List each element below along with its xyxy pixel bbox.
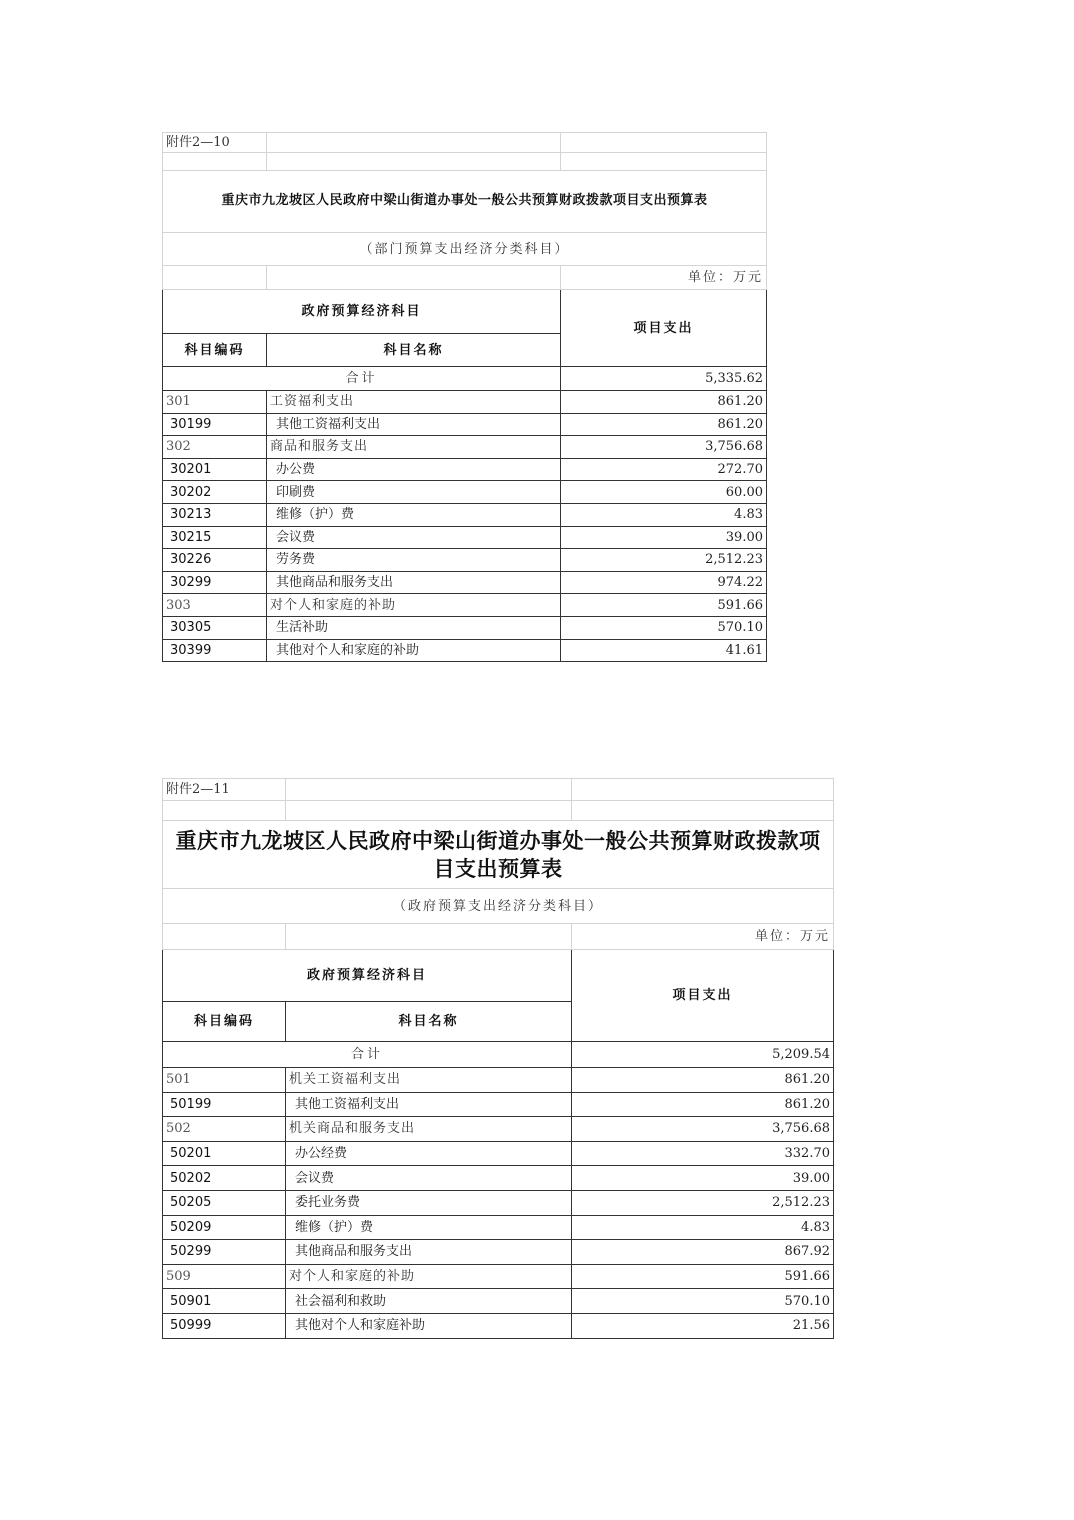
subject-name: 维修（护）费 [286,1215,572,1240]
table-subtitle: （部门预算支出经济分类科目） [163,233,767,266]
project-expense-value: 591.66 [561,594,767,617]
project-expense-value: 2,512.23 [561,549,767,572]
subject-code: 30202 [163,481,267,504]
subject-name: 商品和服务支出 [267,436,561,459]
subject-name: 社会福利和救助 [286,1289,572,1314]
table-2-body [163,1068,834,1339]
subject-code: 301 [163,391,267,414]
subject-code: 30199 [163,413,267,436]
subject-code: 30213 [163,503,267,526]
subject-name: 对个人和家庭的补助 [286,1264,572,1289]
subject-name: 机关工资福利支出 [286,1068,572,1093]
subject-code: 502 [163,1117,286,1142]
subject-code: 501 [163,1068,286,1093]
table-row [163,549,767,572]
table-row [163,1190,834,1215]
subject-name: 其他商品和服务支出 [267,571,561,594]
subject-code: 50209 [163,1215,286,1240]
total-value: 5,209.54 [572,1042,834,1068]
subject-code: 50205 [163,1190,286,1215]
table-row [163,481,767,504]
subject-name: 生活补助 [267,616,561,639]
project-expense-value: 3,756.68 [572,1117,834,1142]
budget-table-2 [162,778,834,1339]
table-row [163,571,767,594]
subject-name: 工资福利支出 [267,391,561,414]
header-econ-category: 政府预算经济科目 [163,290,561,334]
header-subject-name: 科目名称 [267,334,561,367]
subject-code: 30215 [163,526,267,549]
project-expense-value: 591.66 [572,1264,834,1289]
header-project-expense: 项目支出 [561,290,767,367]
header-subject-name: 科目名称 [286,1002,572,1042]
subject-code: 302 [163,436,267,459]
subject-name: 其他工资福利支出 [286,1092,572,1117]
project-expense-value: 41.61 [561,639,767,662]
subject-name: 对个人和家庭的补助 [267,594,561,617]
table-row [163,503,767,526]
table-row [163,436,767,459]
subject-name: 印刷费 [267,481,561,504]
project-expense-value: 2,512.23 [572,1190,834,1215]
table-row [163,1264,834,1289]
subject-name: 其他工资福利支出 [267,413,561,436]
table-row [163,526,767,549]
project-expense-value: 21.56 [572,1313,834,1338]
table-row [163,616,767,639]
project-expense-value: 39.00 [572,1166,834,1191]
table-row [163,1313,834,1338]
project-expense-value: 39.00 [561,526,767,549]
project-expense-value: 332.70 [572,1141,834,1166]
annex-label: 附件2—10 [163,133,267,153]
subject-code: 30305 [163,616,267,639]
table-1-body [163,391,767,662]
project-expense-value: 861.20 [572,1092,834,1117]
subject-code: 50901 [163,1289,286,1314]
table-row [163,1141,834,1166]
header-project-expense: 项目支出 [572,950,834,1042]
total-label: 合计 [163,367,561,391]
project-expense-value: 861.20 [572,1068,834,1093]
subject-name: 维修（护）费 [267,503,561,526]
subject-code: 50299 [163,1240,286,1265]
subject-code: 303 [163,594,267,617]
subject-name: 会议费 [286,1166,572,1191]
total-value: 5,335.62 [561,367,767,391]
table-row [163,1117,834,1142]
table-subtitle: （政府预算支出经济分类科目） [163,889,834,924]
subject-code: 30399 [163,639,267,662]
table-row [163,1240,834,1265]
project-expense-value: 861.20 [561,391,767,414]
subject-name: 其他对个人和家庭的补助 [267,639,561,662]
table-row [163,1092,834,1117]
subject-code: 30201 [163,458,267,481]
table-row [163,391,767,414]
table-row [163,1289,834,1314]
project-expense-value: 272.70 [561,458,767,481]
project-expense-value: 570.10 [561,616,767,639]
subject-name: 委托业务费 [286,1190,572,1215]
project-expense-value: 974.22 [561,571,767,594]
table-row [163,458,767,481]
project-expense-value: 4.83 [561,503,767,526]
subject-code: 50202 [163,1166,286,1191]
table-row [163,639,767,662]
project-expense-value: 570.10 [572,1289,834,1314]
project-expense-value: 867.92 [572,1240,834,1265]
project-expense-value: 4.83 [572,1215,834,1240]
total-label: 合计 [163,1042,572,1068]
table-row [163,1166,834,1191]
subject-name: 其他对个人和家庭补助 [286,1313,572,1338]
project-expense-value: 60.00 [561,481,767,504]
header-subject-code: 科目编码 [163,1002,286,1042]
subject-code: 509 [163,1264,286,1289]
header-subject-code: 科目编码 [163,334,267,367]
project-expense-value: 861.20 [561,413,767,436]
project-expense-value: 3,756.68 [561,436,767,459]
unit-label: 单位：万元 [561,266,767,290]
table-row [163,594,767,617]
subject-name: 其他商品和服务支出 [286,1240,572,1265]
subject-name: 会议费 [267,526,561,549]
table-title: 重庆市九龙坡区人民政府中梁山街道办事处一般公共预算财政拨款项目支出预算表 [163,821,834,889]
header-econ-category: 政府预算经济科目 [163,950,572,1002]
table-row [163,1068,834,1093]
unit-label: 单位：万元 [572,924,834,950]
annex-label: 附件2—11 [163,779,286,801]
subject-name: 办公经费 [286,1141,572,1166]
subject-code: 30226 [163,549,267,572]
table-row [163,413,767,436]
table-row [163,1215,834,1240]
subject-name: 劳务费 [267,549,561,572]
subject-name: 办公费 [267,458,561,481]
subject-code: 50999 [163,1313,286,1338]
table-title: 重庆市九龙坡区人民政府中梁山街道办事处一般公共预算财政拨款项目支出预算表 [163,171,767,233]
subject-name: 机关商品和服务支出 [286,1117,572,1142]
subject-code: 30299 [163,571,267,594]
budget-table-1 [162,132,767,662]
subject-code: 50201 [163,1141,286,1166]
subject-code: 50199 [163,1092,286,1117]
